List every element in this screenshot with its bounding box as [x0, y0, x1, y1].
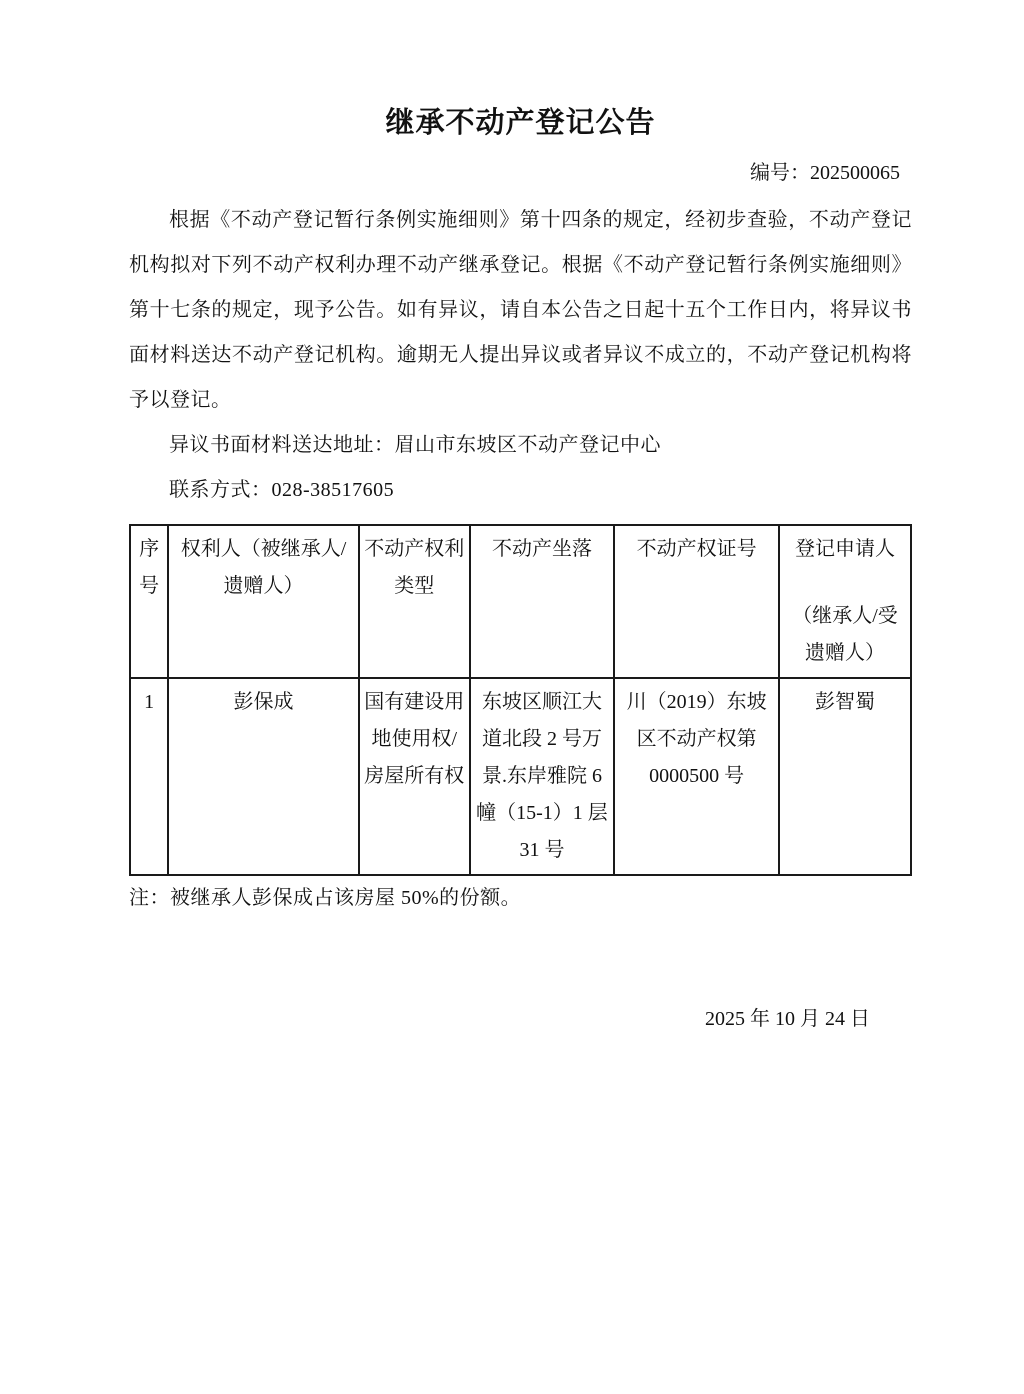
doc-number-value: 202500065	[810, 162, 900, 184]
cell-location: 东坡区顺江大道北段 2 号万景.东岸雅院 6 幢（15-1）1 层 31 号	[470, 678, 614, 875]
col-header-cert-no: 不动产权证号	[614, 525, 779, 678]
col-header-applicant-sublabel: （继承人/受遗赠人）	[792, 605, 898, 664]
date-line: 2025 年 10 月 24 日	[705, 1008, 870, 1030]
address-line: 异议书面材料送达地址：眉山市东坡区不动产登记中心	[169, 434, 661, 456]
table-row	[130, 678, 911, 875]
doc-number-line	[129, 160, 912, 186]
cell-applicant: 彭智蜀	[779, 678, 911, 875]
cell-cert-no: 川（2019）东坡区不动产权第 0000500 号	[614, 678, 779, 875]
document-content	[129, 0, 912, 1034]
note-line: 注：被继承人彭保成占该房屋 50%的份额。	[129, 887, 522, 909]
col-header-applicant	[779, 525, 911, 678]
cell-holder: 彭保成	[168, 678, 359, 875]
col-header-applicant-main: 登记申请人	[794, 538, 895, 560]
col-header-seq: 序号	[130, 525, 168, 678]
col-header-holder: 权利人（被继承人/遗赠人）	[168, 525, 359, 678]
announcement-paragraph: 根据《不动产登记暂行条例实施细则》第十四条的规定，经初步查验，不动产登记机构拟对下列不动产权利办理不动产继承登记。根据《不动产登记暂行条例实施细则》第十七条的规定，现予公告。如有异议，请自本公告之日起十五个工作日内，将异议书面材料送达不动产登记机构。逾期无人提出异议或者异议不成立的，不动产登记机构将予以登记。	[129, 209, 912, 411]
table-header-row	[130, 525, 911, 678]
doc-number-label: 编号：	[750, 162, 810, 184]
registration-table	[129, 524, 912, 876]
cell-seq: 1	[130, 678, 168, 875]
col-header-location: 不动产坐落	[470, 525, 614, 678]
cell-right-type: 国有建设用地使用权/房屋所有权	[359, 678, 470, 875]
col-header-right-type: 不动产权利类型	[359, 525, 470, 678]
contact-line: 联系方式：028-38517605	[169, 479, 395, 501]
page-title: 继承不动产登记公告	[385, 107, 656, 139]
